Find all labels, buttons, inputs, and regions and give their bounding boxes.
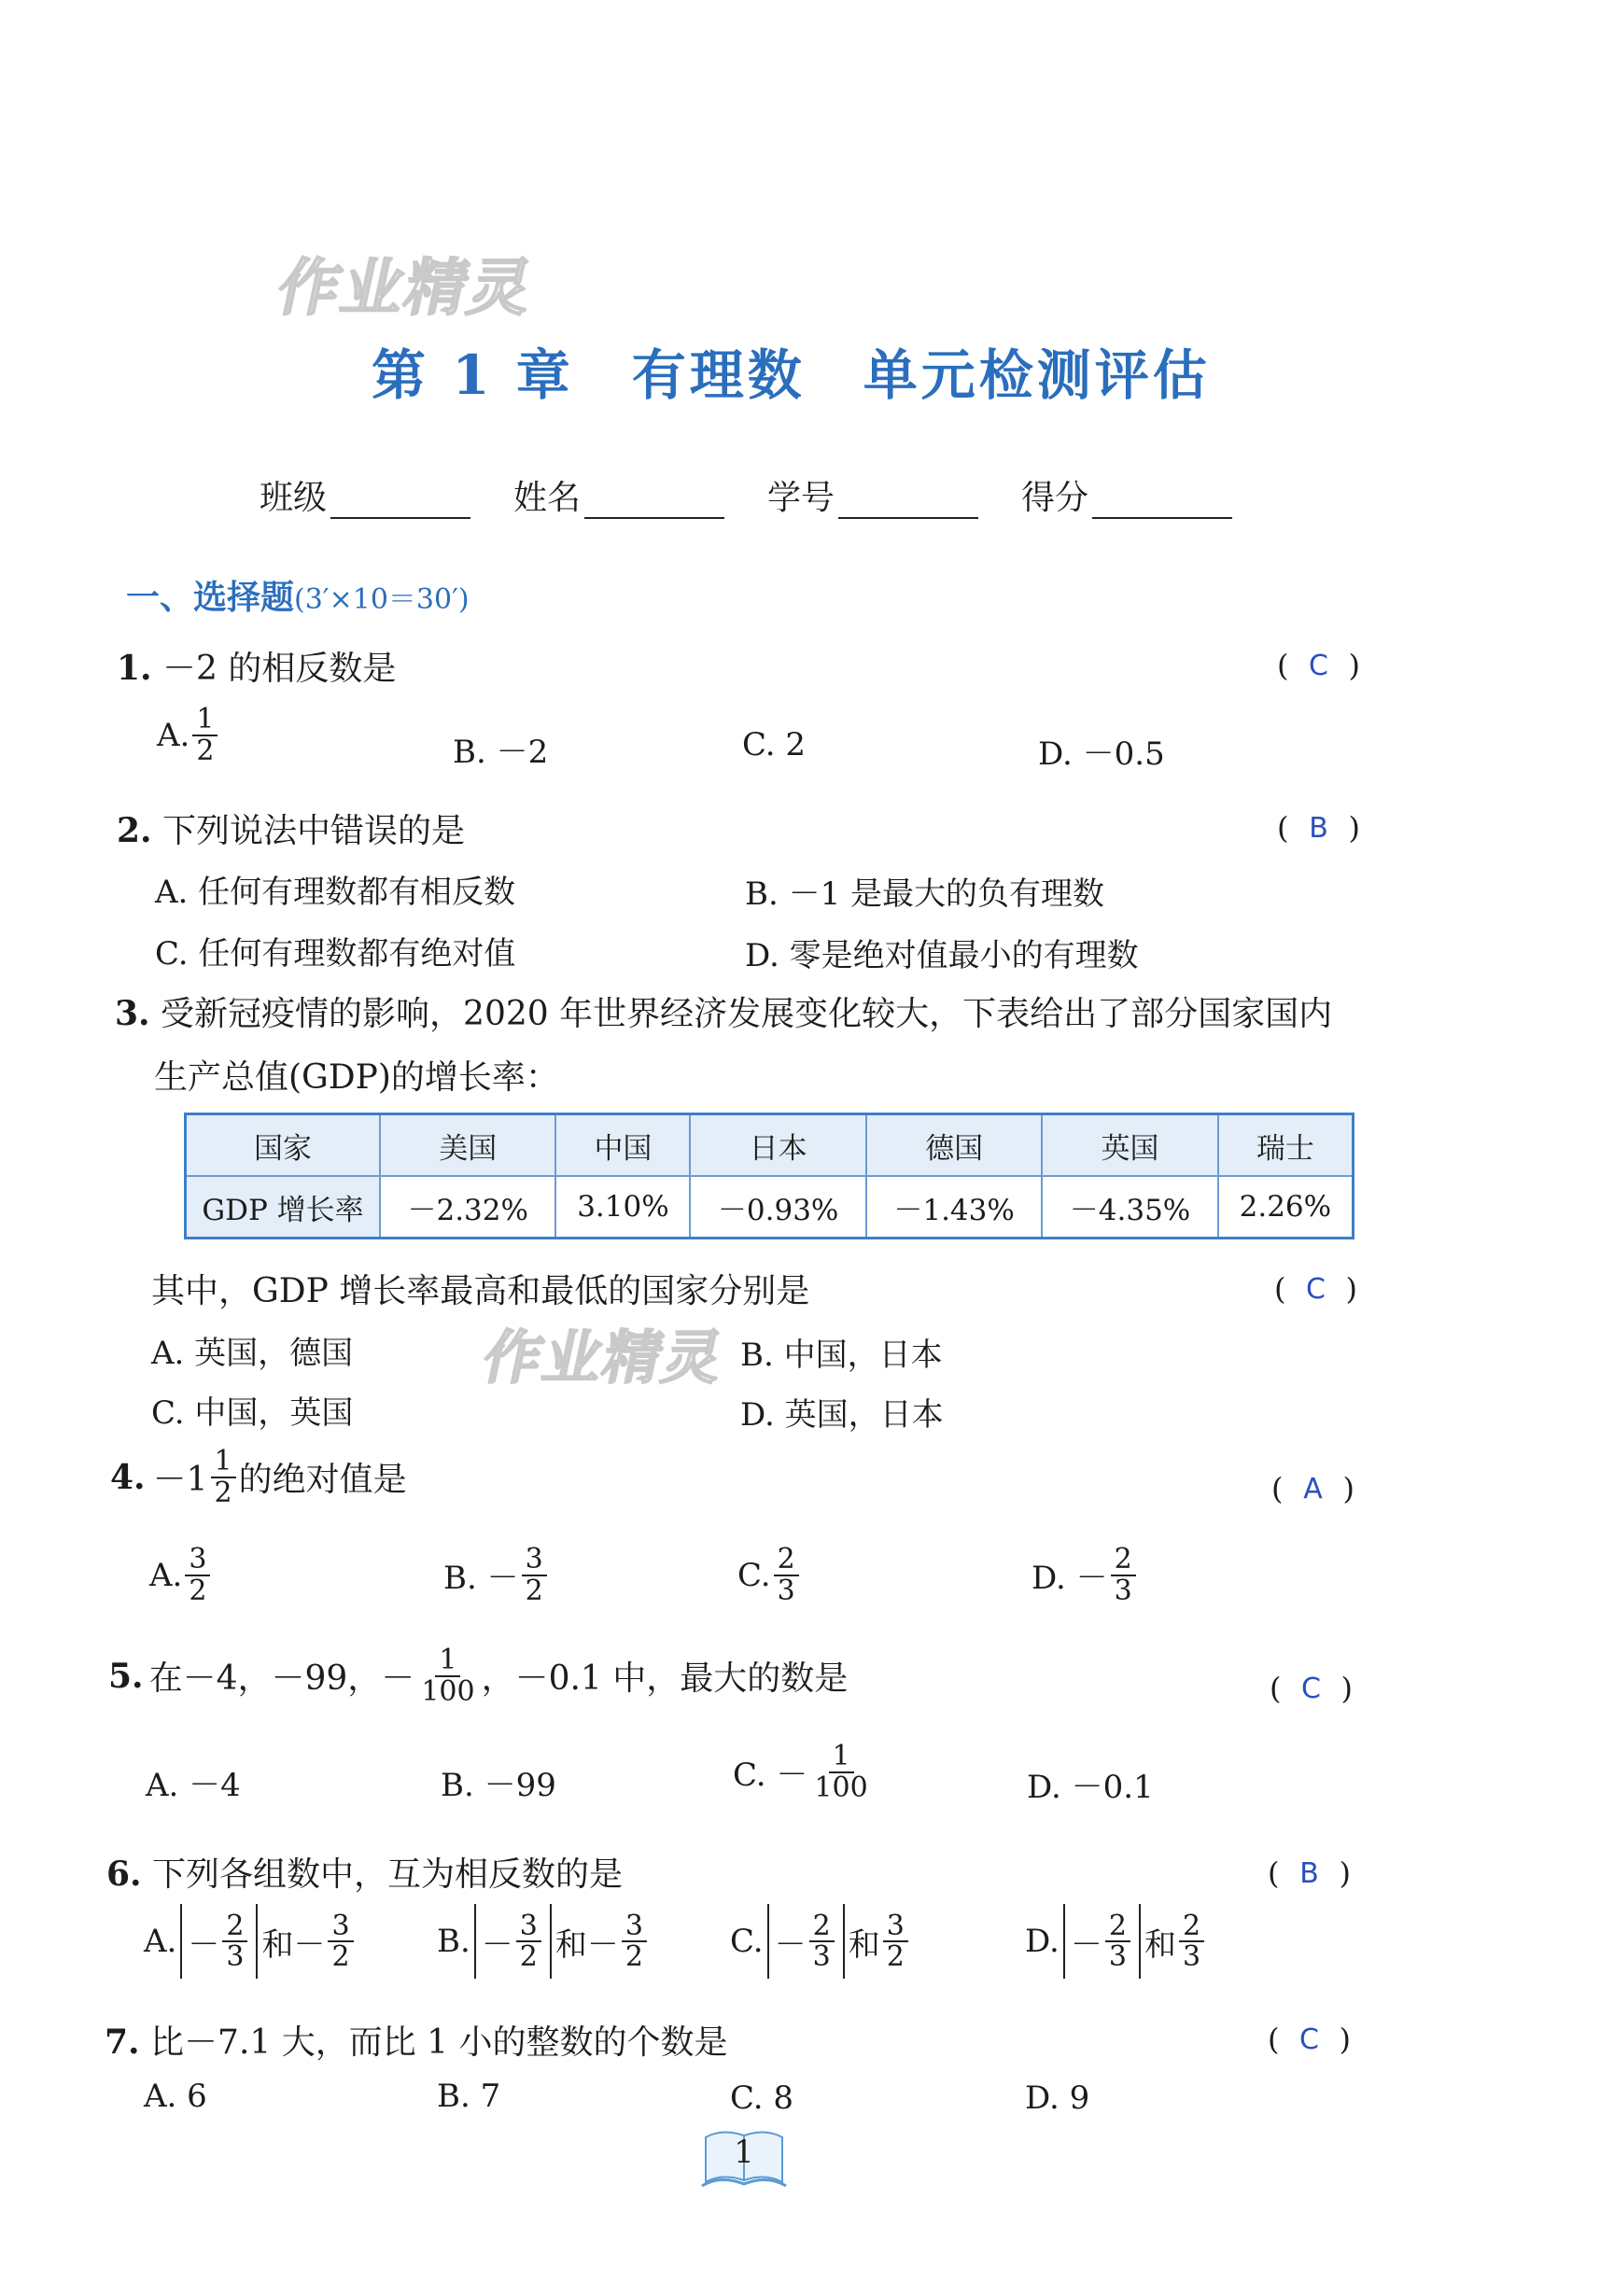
option-5b: B. －99	[441, 1767, 556, 1804]
paren-close: )	[1345, 1271, 1357, 1307]
numerator: 2	[1111, 1545, 1136, 1576]
denominator: 3	[1182, 1940, 1201, 1973]
question-text: ，－0.1 中，最大的数是	[481, 1659, 849, 1698]
sign: －	[481, 1925, 513, 1964]
absolute-value	[474, 1904, 552, 1979]
table-cell: －4.35%	[1042, 1176, 1217, 1239]
fraction	[185, 1545, 210, 1605]
numerator: 1	[192, 705, 218, 736]
denominator: 3	[226, 1940, 245, 1973]
option-3d: D. 英国，日本	[740, 1396, 944, 1434]
table-cell: －0.93%	[690, 1176, 865, 1239]
denominator: 100	[814, 1771, 868, 1804]
question-text: 比－7.1 大，而比 1 小的整数的个数是	[150, 2023, 728, 2062]
fraction	[1111, 1545, 1136, 1605]
question-5	[108, 1645, 848, 1706]
option-4a	[149, 1545, 213, 1605]
option-2a: A. 任何有理数都有相反数	[155, 874, 516, 911]
numerator: 3	[622, 1911, 647, 1943]
denominator: 3	[1108, 1940, 1127, 1973]
question-3-line2: 生产总值(GDP)的增长率：	[154, 1058, 559, 1097]
denominator: 2	[625, 1940, 643, 1973]
fraction	[211, 1447, 236, 1507]
table-header-cell: 国家	[186, 1114, 381, 1177]
question-3	[115, 987, 1332, 1035]
paren-open: (	[1268, 2022, 1280, 2057]
paren-open: (	[1271, 1471, 1284, 1506]
fraction	[192, 705, 218, 765]
name-label: 姓名	[513, 479, 582, 517]
option-7a: A. 6	[144, 2078, 207, 2115]
question-text: 下列说法中错误的是	[162, 812, 466, 850]
section-heading	[126, 571, 470, 619]
paren-close: )	[1348, 648, 1360, 683]
question-number: 4.	[110, 1457, 146, 1497]
fraction	[1105, 1911, 1130, 1972]
denominator: 2	[519, 1940, 538, 1973]
id-blank[interactable]	[838, 483, 978, 519]
denominator: 100	[421, 1674, 475, 1708]
and-text: 和	[261, 1925, 294, 1964]
answer-letter: B	[1309, 811, 1328, 845]
option-label: C. －	[733, 1757, 808, 1794]
denominator: 3	[812, 1940, 831, 1973]
answer-1	[1277, 648, 1360, 683]
paren-open: (	[1270, 1671, 1282, 1706]
absolute-value	[1063, 1904, 1141, 1979]
question-1	[117, 642, 396, 690]
table-row	[186, 1114, 1354, 1177]
id-label: 学号	[767, 479, 835, 517]
option-7b: B. 7	[437, 2078, 501, 2115]
paren-close: )	[1342, 1471, 1354, 1506]
numerator: 2	[222, 1911, 247, 1943]
denominator: 3	[1114, 1574, 1132, 1607]
page-title: 第 1 章 有理数 单元检测评估	[372, 343, 1211, 407]
numerator: 2	[1179, 1911, 1204, 1943]
absolute-value	[180, 1904, 258, 1979]
denominator: 2	[886, 1940, 905, 1973]
denominator: 2	[189, 1574, 207, 1607]
denominator: 2	[331, 1940, 350, 1973]
option-2b: B. －1 是最大的负有理数	[745, 875, 1105, 913]
class-blank[interactable]	[330, 483, 470, 519]
question-number: 3.	[115, 994, 150, 1033]
option-label: A.	[144, 1923, 177, 1960]
table-cell: 美国	[380, 1114, 555, 1177]
fraction	[883, 1911, 908, 1972]
question-text: 下列各组数中，互为相反数的是	[152, 1855, 624, 1894]
table-cell: 德国	[866, 1114, 1042, 1177]
numerator: 1	[435, 1645, 460, 1677]
answer-letter: C	[1306, 1272, 1326, 1306]
option-label: C.	[737, 1556, 771, 1594]
paren-close: )	[1340, 1671, 1353, 1706]
gdp-table	[184, 1113, 1354, 1239]
option-4b	[443, 1545, 550, 1605]
numerator: 3	[185, 1545, 210, 1576]
page-number: 1	[734, 2134, 754, 2171]
score-label: 得分	[1021, 479, 1089, 517]
option-label: D. －	[1032, 1560, 1108, 1597]
option-6a	[144, 1904, 357, 1979]
score-blank[interactable]	[1092, 483, 1232, 519]
answer-2	[1277, 810, 1360, 846]
sign: －	[188, 1925, 220, 1964]
option-7c: C. 8	[730, 2079, 794, 2117]
question-number: 1.	[117, 649, 152, 688]
table-cell: 瑞士	[1218, 1114, 1354, 1177]
table-cell: 英国	[1042, 1114, 1217, 1177]
table-cell: 2.26%	[1218, 1176, 1354, 1239]
option-label: A.	[149, 1556, 183, 1594]
paren-open: (	[1277, 810, 1289, 846]
answer-letter: C	[1299, 2023, 1319, 2056]
denominator: 2	[214, 1476, 232, 1509]
denominator: 2	[196, 734, 215, 767]
fraction	[810, 1742, 871, 1802]
question-text: 的绝对值是	[238, 1461, 407, 1499]
and-text: 和	[848, 1925, 880, 1964]
numerator: 1	[211, 1447, 236, 1478]
class-label: 班级	[260, 479, 328, 517]
absolute-value	[767, 1904, 845, 1979]
question-text: 在－4，－99，－	[148, 1659, 415, 1698]
section-title: 一、选择题	[126, 578, 295, 617]
table-cell: －2.32%	[380, 1176, 555, 1239]
answer-letter: A	[1303, 1472, 1323, 1505]
fraction	[328, 1911, 353, 1972]
numerator: 2	[1105, 1911, 1130, 1943]
and-text: 和	[1144, 1925, 1176, 1964]
paren-open: (	[1277, 648, 1289, 683]
option-5d: D. －0.1	[1027, 1769, 1154, 1806]
paren-close: )	[1339, 1855, 1351, 1891]
table-cell: 3.10%	[555, 1176, 690, 1239]
option-2d: D. 零是绝对值最小的有理数	[745, 937, 1139, 974]
denominator: 2	[525, 1574, 543, 1607]
option-3b: B. 中国，日本	[740, 1337, 943, 1374]
question-text: －1	[152, 1461, 208, 1499]
option-1b: B. －2	[453, 734, 549, 771]
name-blank[interactable]	[584, 483, 724, 519]
fraction	[417, 1645, 478, 1706]
option-label: B. －	[443, 1560, 519, 1597]
watermark-top: 作业精灵	[271, 252, 540, 324]
option-5c	[733, 1742, 875, 1802]
option-3c: C. 中国，英国	[151, 1394, 354, 1432]
paren-open: (	[1268, 1855, 1280, 1891]
question-text: －2 的相反数是	[162, 650, 397, 688]
option-4d	[1032, 1545, 1139, 1605]
sign: －	[293, 1925, 326, 1964]
option-1d: D. －0.5	[1038, 735, 1165, 773]
option-5a: A. －4	[146, 1767, 241, 1804]
answer-letter: C	[1301, 1672, 1321, 1705]
table-header-cell: GDP 增长率	[186, 1176, 381, 1239]
question-number: 6.	[106, 1855, 142, 1894]
numerator: 1	[829, 1742, 854, 1773]
and-text: 和	[554, 1925, 587, 1964]
paren-close: )	[1339, 2022, 1351, 2057]
table-cell: 日本	[690, 1114, 865, 1177]
sign: －	[586, 1925, 619, 1964]
question-number: 2.	[117, 811, 152, 850]
table-cell: －1.43%	[866, 1176, 1042, 1239]
paren-close: )	[1348, 810, 1360, 846]
numerator: 3	[516, 1911, 541, 1943]
option-1a	[157, 705, 220, 765]
question-3-prompt: 其中，GDP 增长率最高和最低的国家分别是	[151, 1272, 810, 1310]
answer-4	[1271, 1471, 1354, 1506]
sign: －	[774, 1925, 807, 1964]
option-label: B.	[437, 1923, 470, 1960]
option-2c: C. 任何有理数都有绝对值	[155, 935, 516, 973]
fraction	[1179, 1911, 1204, 1972]
watermark-middle: 作业精灵	[477, 1323, 731, 1392]
numerator: 3	[328, 1911, 353, 1943]
option-1c: C. 2	[742, 726, 807, 763]
question-2	[117, 805, 465, 852]
section-score: (3′×10＝30′)	[294, 583, 470, 616]
fraction	[622, 1911, 647, 1972]
question-number: 5.	[108, 1656, 144, 1696]
denominator: 3	[777, 1574, 795, 1607]
table-row	[186, 1176, 1354, 1239]
question-7	[105, 2016, 728, 2064]
option-4c	[737, 1545, 802, 1605]
option-6b	[437, 1904, 650, 1979]
option-label: D.	[1025, 1923, 1060, 1960]
answer-5	[1270, 1671, 1353, 1706]
paren-open: (	[1274, 1271, 1286, 1307]
fraction	[774, 1545, 799, 1605]
option-label: C.	[730, 1923, 764, 1960]
question-6	[106, 1848, 623, 1896]
answer-6	[1268, 1855, 1351, 1891]
answer-letter: B	[1299, 1856, 1319, 1890]
fraction	[516, 1911, 541, 1972]
answer-letter: C	[1309, 649, 1328, 682]
option-3a: A. 英国，德国	[151, 1335, 354, 1372]
option-label: A.	[157, 716, 190, 754]
option-6d	[1025, 1904, 1207, 1979]
numerator: 2	[809, 1911, 835, 1943]
fraction	[522, 1545, 547, 1605]
question-text-line1: 受新冠疫情的影响，2020 年世界经济发展变化较大，下表给出了部分国家国内	[161, 995, 1333, 1033]
student-info	[260, 471, 1232, 519]
numerator: 3	[522, 1545, 547, 1576]
table-cell: 中国	[555, 1114, 690, 1177]
numerator: 2	[774, 1545, 799, 1576]
question-4	[110, 1447, 407, 1507]
answer-3	[1274, 1271, 1357, 1307]
fraction	[809, 1911, 835, 1972]
sign: －	[1070, 1925, 1102, 1964]
numerator: 3	[883, 1911, 908, 1943]
fraction	[222, 1911, 247, 1972]
question-number: 7.	[105, 2023, 140, 2062]
option-6c	[730, 1904, 911, 1979]
option-7d: D. 9	[1025, 2079, 1090, 2117]
answer-7	[1268, 2022, 1351, 2057]
